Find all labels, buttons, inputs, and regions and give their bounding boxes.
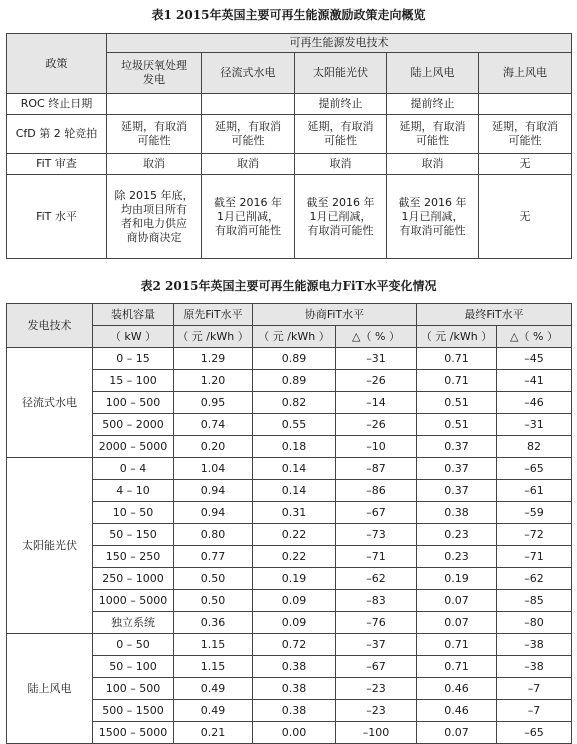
negotiated-fit-cell: 0.38 — [253, 678, 336, 700]
negotiated-fit-cell: 0.38 — [253, 656, 336, 678]
final-delta-cell: –31 — [497, 414, 572, 436]
row-label: FiT 审查 — [7, 154, 107, 175]
table-cell: 取消 — [295, 154, 387, 175]
final-fit-cell: 0.71 — [417, 370, 497, 392]
original-fit-cell: 0.21 — [174, 722, 253, 744]
final-delta-cell: 82 — [497, 436, 572, 458]
final-delta-cell: –80 — [497, 612, 572, 634]
final-delta-cell: –59 — [497, 502, 572, 524]
negotiated-delta-cell: –67 — [336, 656, 417, 678]
fit-table — [6, 303, 572, 744]
final-fit-cell: 0.23 — [417, 546, 497, 568]
row-label: CfD 第 2 轮竞拍 — [7, 115, 107, 154]
capacity-cell: 4 – 10 — [93, 480, 174, 502]
final-fit-cell: 0.07 — [417, 612, 497, 634]
table-cell: 无 — [479, 154, 572, 175]
table-cell: 截至 2016 年 1月已削减， 有取消可能性 — [202, 175, 295, 259]
table-row — [7, 115, 572, 154]
final-delta-header: △（ % ） — [497, 326, 572, 348]
negotiated-fit-cell: 0.09 — [253, 612, 336, 634]
original-fit-cell: 0.50 — [174, 568, 253, 590]
final-delta-cell: –61 — [497, 480, 572, 502]
table2-caption: 表2 2015年英国主要可再生能源电力FiT水平变化情况 — [140, 279, 437, 293]
final-fit-cell: 0.23 — [417, 524, 497, 546]
original-fit-cell: 0.95 — [174, 392, 253, 414]
original-fit-cell: 1.15 — [174, 656, 253, 678]
capacity-cell: 100 – 500 — [93, 678, 174, 700]
final-fit-cell: 0.19 — [417, 568, 497, 590]
original-unit: （ 元 /kWh ） — [174, 326, 253, 348]
negotiated-fit-cell: 0.31 — [253, 502, 336, 524]
tech-header: 海上风电 — [479, 53, 572, 94]
original-fit-cell: 0.49 — [174, 678, 253, 700]
table-row — [7, 458, 572, 480]
tech-header: 垃圾厌氧处理 发电 — [107, 53, 202, 94]
table-cell — [107, 94, 202, 115]
original-fit-cell: 0.94 — [174, 502, 253, 524]
capacity-cell: 10 – 50 — [93, 502, 174, 524]
final-fit-cell: 0.38 — [417, 502, 497, 524]
table-cell: 截至 2016 年 1月已削减， 有取消可能性 — [387, 175, 479, 259]
tech-header: 陆上风电 — [387, 53, 479, 94]
original-fit-cell: 1.29 — [174, 348, 253, 370]
table-cell: 提前终止 — [387, 94, 479, 115]
final-fit-cell: 0.07 — [417, 590, 497, 612]
final-delta-cell: –7 — [497, 678, 572, 700]
negotiated-delta-cell: –37 — [336, 634, 417, 656]
capacity-cell: 1500 – 5000 — [93, 722, 174, 744]
original-fit-cell: 0.74 — [174, 414, 253, 436]
capacity-cell: 50 – 100 — [93, 656, 174, 678]
table-row — [7, 634, 572, 656]
negotiated-fit-cell: 0.89 — [253, 348, 336, 370]
final-fit-cell: 0.07 — [417, 722, 497, 744]
table-cell: 取消 — [202, 154, 295, 175]
table-row — [7, 175, 572, 259]
final-delta-cell: –38 — [497, 634, 572, 656]
final-delta-cell: –71 — [497, 546, 572, 568]
final-fit-cell: 0.71 — [417, 656, 497, 678]
final-delta-cell: –62 — [497, 568, 572, 590]
negotiated-delta-cell: –87 — [336, 458, 417, 480]
negotiated-delta-cell: –76 — [336, 612, 417, 634]
final-fit-cell: 0.37 — [417, 480, 497, 502]
row-label: FiT 水平 — [7, 175, 107, 259]
tech-group-label: 太阳能光伏 — [7, 458, 93, 634]
final-unit: （ 元 /kWh ） — [417, 326, 497, 348]
tech-group-label: 径流式水电 — [7, 348, 93, 458]
table-cell: 取消 — [107, 154, 202, 175]
table-cell: 提前终止 — [295, 94, 387, 115]
fit-table-body — [7, 348, 572, 744]
table-cell: 无 — [479, 175, 572, 259]
final-fit-header: 最终FiT水平 — [417, 304, 572, 326]
final-fit-cell: 0.51 — [417, 414, 497, 436]
capacity-cell: 500 – 1500 — [93, 700, 174, 722]
negotiated-delta-cell: –10 — [336, 436, 417, 458]
table-row — [7, 154, 572, 175]
row-label: ROC 终止日期 — [7, 94, 107, 115]
final-fit-cell: 0.51 — [417, 392, 497, 414]
capacity-cell: 15 – 100 — [93, 370, 174, 392]
final-delta-cell: –65 — [497, 458, 572, 480]
negotiated-fit-cell: 0.55 — [253, 414, 336, 436]
negotiated-delta-cell: –26 — [336, 414, 417, 436]
original-fit-cell: 1.15 — [174, 634, 253, 656]
negotiated-delta-cell: –14 — [336, 392, 417, 414]
table-cell: 延期，有取消 可能性 — [202, 115, 295, 154]
table-cell: 截至 2016 年 1月已削减， 有取消可能性 — [295, 175, 387, 259]
negotiated-delta-cell: –73 — [336, 524, 417, 546]
table1-caption: 表1 2015年英国主要可再生能源激励政策走向概览 — [151, 8, 426, 22]
negotiated-fit-cell: 0.09 — [253, 590, 336, 612]
capacity-cell: 独立系统 — [93, 612, 174, 634]
final-delta-cell: –85 — [497, 590, 572, 612]
final-delta-cell: –38 — [497, 656, 572, 678]
table-cell — [479, 94, 572, 115]
capacity-header: 装机容量 — [93, 304, 174, 326]
capacity-cell: 100 – 500 — [93, 392, 174, 414]
original-fit-cell: 0.94 — [174, 480, 253, 502]
tech-group-header: 可再生能源发电技术 — [107, 34, 572, 53]
tech-header: 发电技术 — [7, 304, 93, 348]
table-cell: 延期，有取消 可能性 — [387, 115, 479, 154]
negotiated-fit-cell: 0.38 — [253, 700, 336, 722]
capacity-cell: 250 – 1000 — [93, 568, 174, 590]
capacity-cell: 0 – 15 — [93, 348, 174, 370]
negotiated-unit: （ 元 /kWh ） — [253, 326, 336, 348]
negotiated-delta-cell: –23 — [336, 700, 417, 722]
negotiated-delta-header: △（ % ） — [336, 326, 417, 348]
original-fit-cell: 1.04 — [174, 458, 253, 480]
negotiated-delta-cell: –31 — [336, 348, 417, 370]
negotiated-fit-cell: 0.89 — [253, 370, 336, 392]
negotiated-fit-header: 协商FiT水平 — [253, 304, 417, 326]
final-fit-cell: 0.71 — [417, 634, 497, 656]
table-row — [7, 348, 572, 370]
final-delta-cell: –46 — [497, 392, 572, 414]
negotiated-fit-cell: 0.22 — [253, 546, 336, 568]
capacity-cell: 1000 – 5000 — [93, 590, 174, 612]
table-cell: 延期，有取消 可能性 — [479, 115, 572, 154]
table-cell — [202, 94, 295, 115]
table-cell: 取消 — [387, 154, 479, 175]
negotiated-delta-cell: –26 — [336, 370, 417, 392]
tech-header: 径流式水电 — [202, 53, 295, 94]
negotiated-delta-cell: –23 — [336, 678, 417, 700]
final-fit-cell: 0.37 — [417, 436, 497, 458]
negotiated-delta-cell: –71 — [336, 546, 417, 568]
original-fit-cell: 0.77 — [174, 546, 253, 568]
negotiated-fit-cell: 0.14 — [253, 480, 336, 502]
negotiated-delta-cell: –62 — [336, 568, 417, 590]
final-fit-cell: 0.37 — [417, 458, 497, 480]
negotiated-fit-cell: 0.00 — [253, 722, 336, 744]
tech-header: 太阳能光伏 — [295, 53, 387, 94]
original-fit-cell: 0.36 — [174, 612, 253, 634]
negotiated-delta-cell: –83 — [336, 590, 417, 612]
table-cell: 延期，有取消 可能性 — [107, 115, 202, 154]
final-fit-cell: 0.46 — [417, 678, 497, 700]
original-fit-cell: 1.20 — [174, 370, 253, 392]
capacity-cell: 50 – 150 — [93, 524, 174, 546]
final-fit-cell: 0.71 — [417, 348, 497, 370]
original-fit-cell: 0.50 — [174, 590, 253, 612]
table-row — [7, 94, 572, 115]
capacity-cell: 500 – 2000 — [93, 414, 174, 436]
negotiated-fit-cell: 0.22 — [253, 524, 336, 546]
policy-table — [6, 33, 572, 259]
original-fit-header: 原先FiT水平 — [174, 304, 253, 326]
original-fit-cell: 0.20 — [174, 436, 253, 458]
negotiated-fit-cell: 0.18 — [253, 436, 336, 458]
negotiated-fit-cell: 0.72 — [253, 634, 336, 656]
negotiated-delta-cell: –86 — [336, 480, 417, 502]
original-fit-cell: 0.49 — [174, 700, 253, 722]
original-fit-cell: 0.80 — [174, 524, 253, 546]
final-fit-cell: 0.46 — [417, 700, 497, 722]
negotiated-delta-cell: –67 — [336, 502, 417, 524]
negotiated-delta-cell: –100 — [336, 722, 417, 744]
capacity-cell: 150 – 250 — [93, 546, 174, 568]
capacity-cell: 0 – 4 — [93, 458, 174, 480]
final-delta-cell: –72 — [497, 524, 572, 546]
final-delta-cell: –41 — [497, 370, 572, 392]
negotiated-fit-cell: 0.14 — [253, 458, 336, 480]
table-cell: 延期，有取消 可能性 — [295, 115, 387, 154]
final-delta-cell: –7 — [497, 700, 572, 722]
table-cell: 除 2015 年底， 均由项目所有 者和电力供应 商协商决定 — [107, 175, 202, 259]
final-delta-cell: –45 — [497, 348, 572, 370]
tech-group-label: 陆上风电 — [7, 634, 93, 744]
negotiated-fit-cell: 0.19 — [253, 568, 336, 590]
negotiated-fit-cell: 0.82 — [253, 392, 336, 414]
capacity-cell: 2000 – 5000 — [93, 436, 174, 458]
final-delta-cell: –65 — [497, 722, 572, 744]
policy-header: 政策 — [7, 34, 107, 94]
capacity-unit: （ kW ） — [93, 326, 174, 348]
capacity-cell: 0 – 50 — [93, 634, 174, 656]
